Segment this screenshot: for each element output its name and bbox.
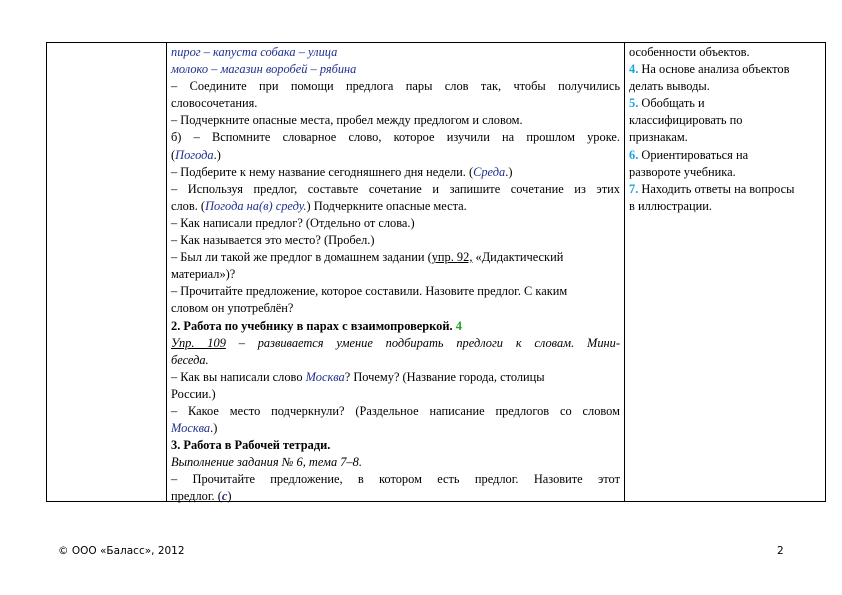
outcome-number: 7. bbox=[629, 181, 639, 196]
outcome-line: развороте учебника. bbox=[629, 164, 736, 179]
text-line: материал»)? bbox=[171, 267, 236, 282]
outcome-number: 4. bbox=[629, 62, 639, 77]
preposition-answer: с bbox=[221, 489, 228, 504]
activity-column bbox=[167, 43, 625, 504]
text-line bbox=[171, 147, 620, 164]
text-line: словосочетания. bbox=[171, 96, 258, 111]
city-word: Москва bbox=[305, 369, 345, 384]
text-line bbox=[171, 164, 620, 181]
text-line bbox=[171, 420, 620, 437]
outcome-item bbox=[629, 95, 821, 112]
outcome-item bbox=[629, 181, 821, 198]
copyright-footer: © ООО «Баласс», 2012 bbox=[58, 545, 185, 557]
text-fragment: слов. ( bbox=[171, 198, 206, 213]
text-line: – Прочитайте предложение, в котором есть предлог. Назовите этот bbox=[171, 472, 620, 487]
text-line: беседа. bbox=[171, 352, 209, 367]
text-line: – Какое место подчеркнули? (Раздельное написание предлогов со словом bbox=[171, 403, 620, 418]
text-fragment: 2. Работа по учебнику в парах с взаимопроверкой. bbox=[171, 318, 453, 333]
stage-column bbox=[47, 43, 167, 501]
text-fragment: .) bbox=[210, 421, 218, 436]
text-fragment: ? Почему? (Название города, столицы bbox=[344, 369, 545, 384]
text-line bbox=[171, 369, 620, 386]
outcome-number: 6. bbox=[629, 147, 639, 162]
lesson-table bbox=[46, 42, 826, 502]
text-line: – Соедините при помощи предлога пары слов так, чтобы получились bbox=[171, 79, 620, 94]
text-line: – Прочитайте предложение, которое составили. Назовите предлог. С каким bbox=[171, 284, 568, 299]
text-fragment: – Как вы написали слово bbox=[171, 369, 306, 384]
text-fragment: – Подберите к нему название сегодняшнего дня недели. ( bbox=[171, 164, 474, 179]
outcome-line: классифицировать по bbox=[629, 113, 743, 128]
text-fragment: Обобщать и bbox=[638, 96, 705, 111]
text-line: словом он употреблён? bbox=[171, 301, 294, 316]
phrase-example: Погода на(в) среду. bbox=[205, 198, 307, 213]
word-pairs-line-1: пирог – капуста собака – улица bbox=[171, 45, 338, 59]
outcome-item bbox=[629, 61, 821, 78]
text-line: – Используя предлог, составьте сочетание и запишите сочетание из этих bbox=[171, 181, 620, 196]
outcome-item bbox=[629, 147, 821, 164]
outcome-line: делать выводы. bbox=[629, 79, 710, 94]
text-line: – Подчеркните опасные места, пробел между предлогом и словом. bbox=[171, 113, 523, 128]
exercise-reference: Упр. 109 bbox=[171, 335, 226, 350]
outcomes-column bbox=[625, 43, 825, 501]
text-fragment: .) bbox=[505, 164, 513, 179]
exercise-reference: упр. 92, bbox=[431, 250, 473, 265]
text-line: – Как написали предлог? (Отдельно от слова.) bbox=[171, 215, 415, 230]
outcome-line: особенности объектов. bbox=[629, 45, 750, 59]
text-line: – Как называется это место? (Пробел.) bbox=[171, 233, 375, 248]
text-fragment: ) Подчеркните опасные места. bbox=[306, 198, 467, 213]
text-fragment: ( bbox=[171, 147, 176, 162]
text-fragment: Ориентироваться на bbox=[638, 147, 749, 162]
text-fragment: .) bbox=[213, 147, 221, 162]
outcome-line: признакам. bbox=[629, 130, 688, 145]
text-line bbox=[171, 249, 620, 266]
text-line bbox=[171, 488, 620, 505]
dictionary-word: Погода bbox=[175, 147, 214, 162]
text-fragment: На основе анализа объектов bbox=[638, 62, 790, 77]
outcome-line: в иллюстрации. bbox=[629, 198, 712, 213]
text-fragment: «Дидактический bbox=[472, 250, 564, 265]
section-heading bbox=[171, 318, 620, 335]
section-heading: 3. Работа в Рабочей тетради. bbox=[171, 438, 331, 453]
word-pairs-line-2: молоко – магазин воробей – рябина bbox=[171, 62, 357, 77]
text-line: Выполнение задания № 6, тема 7–8. bbox=[171, 455, 362, 470]
text-line: России.) bbox=[171, 386, 216, 401]
weekday-word: Среда bbox=[473, 164, 506, 179]
text-fragment: ) bbox=[227, 489, 232, 504]
city-word: Москва bbox=[171, 421, 211, 436]
step-number: 4 bbox=[455, 318, 462, 333]
text-fragment: предлог. ( bbox=[171, 489, 222, 504]
text-fragment: – Был ли такой же предлог в домашнем задании ( bbox=[171, 250, 432, 265]
page-number: 2 bbox=[777, 545, 784, 557]
text-line: б) – Вспомните словарное слово, которое изучили на прошлом уроке. bbox=[171, 130, 620, 145]
text-fragment: Находить ответы на вопросы bbox=[638, 181, 795, 196]
text-fragment: – развивается умение подбирать предлоги к словам. Мини- bbox=[225, 335, 620, 350]
outcome-number: 5. bbox=[629, 96, 639, 111]
text-line bbox=[171, 198, 620, 215]
text-line bbox=[171, 335, 620, 352]
